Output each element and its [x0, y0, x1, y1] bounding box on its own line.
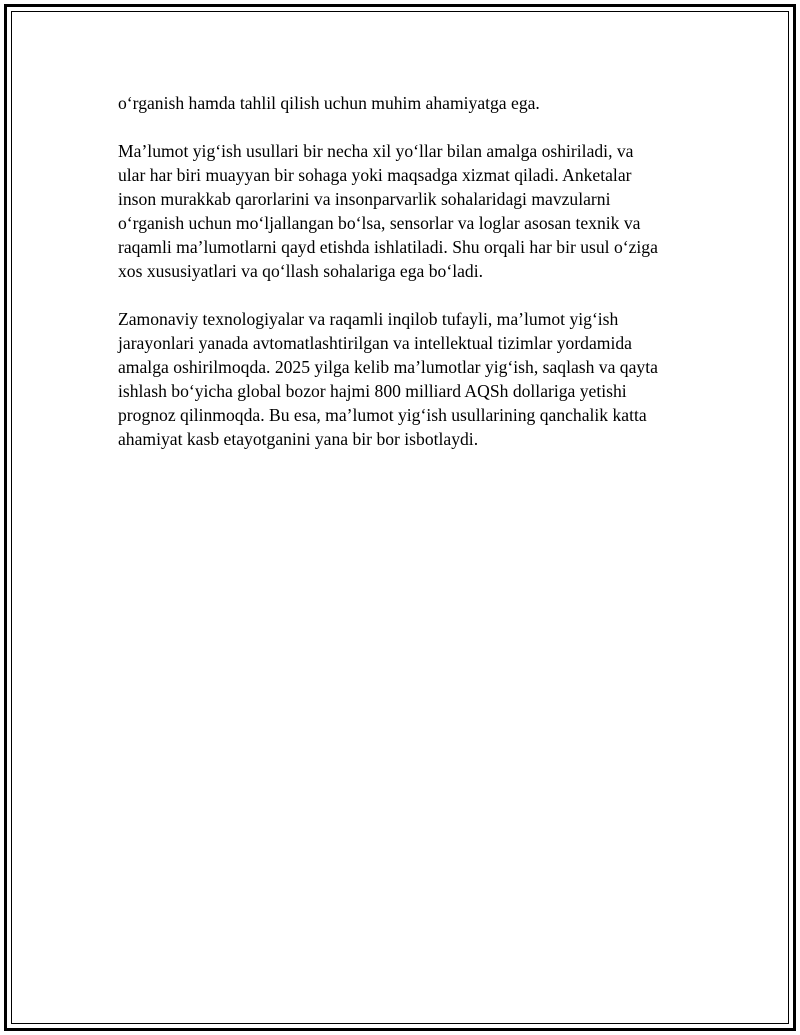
text-line: jarayonlari yanada avtomatlashtirilgan va intellektual tizimlar yordamida: [118, 333, 632, 353]
text-line: Zamonaviy texnologiyalar va raqamli inqilob tufayli, ma’lumot yig‘ish: [118, 309, 619, 329]
text-line: ishlash bo‘yicha global bozor hajmi 800 milliard AQSh dollariga yetishi: [118, 381, 627, 401]
text-line: ular har biri muayyan bir sohaga yoki maqsadga xizmat qiladi. Anketalar: [118, 165, 632, 185]
text-line: amalga oshirilmoqda. 2025 yilga kelib ma’lumotlar yig‘ish, saqlash va qayta: [118, 357, 658, 377]
text-line: prognoz qilinmoqda. Bu esa, ma’lumot yig‘ish usullarining qanchalik katta: [118, 405, 647, 425]
text-line: xos xususiyatlari va qo‘llash sohalariga ega bo‘ladi.: [118, 261, 483, 281]
text-line: Ma’lumot yig‘ish usullari bir necha xil yo‘llar bilan amalga oshiriladi, va: [118, 141, 634, 161]
text-line: inson murakkab qarorlarini va insonparvarlik sohalaridagi mavzularni: [118, 189, 611, 209]
text-line: ahamiyat kasb etayotganini yana bir bor isbotlaydi.: [118, 429, 479, 449]
paragraph-2: [118, 139, 698, 283]
document-body: [118, 91, 698, 475]
text-line: o‘rganish uchun mo‘ljallangan bo‘lsa, sensorlar va loglar asosan texnik va: [118, 213, 641, 233]
paragraph-1: [118, 91, 698, 115]
paragraph-3: [118, 307, 698, 451]
text-line: o‘rganish hamda tahlil qilish uchun muhim ahamiyatga ega.: [118, 93, 540, 113]
text-line: raqamli ma’lumotlarni qayd etishda ishlatiladi. Shu orqali har bir usul o‘ziga: [118, 237, 658, 257]
